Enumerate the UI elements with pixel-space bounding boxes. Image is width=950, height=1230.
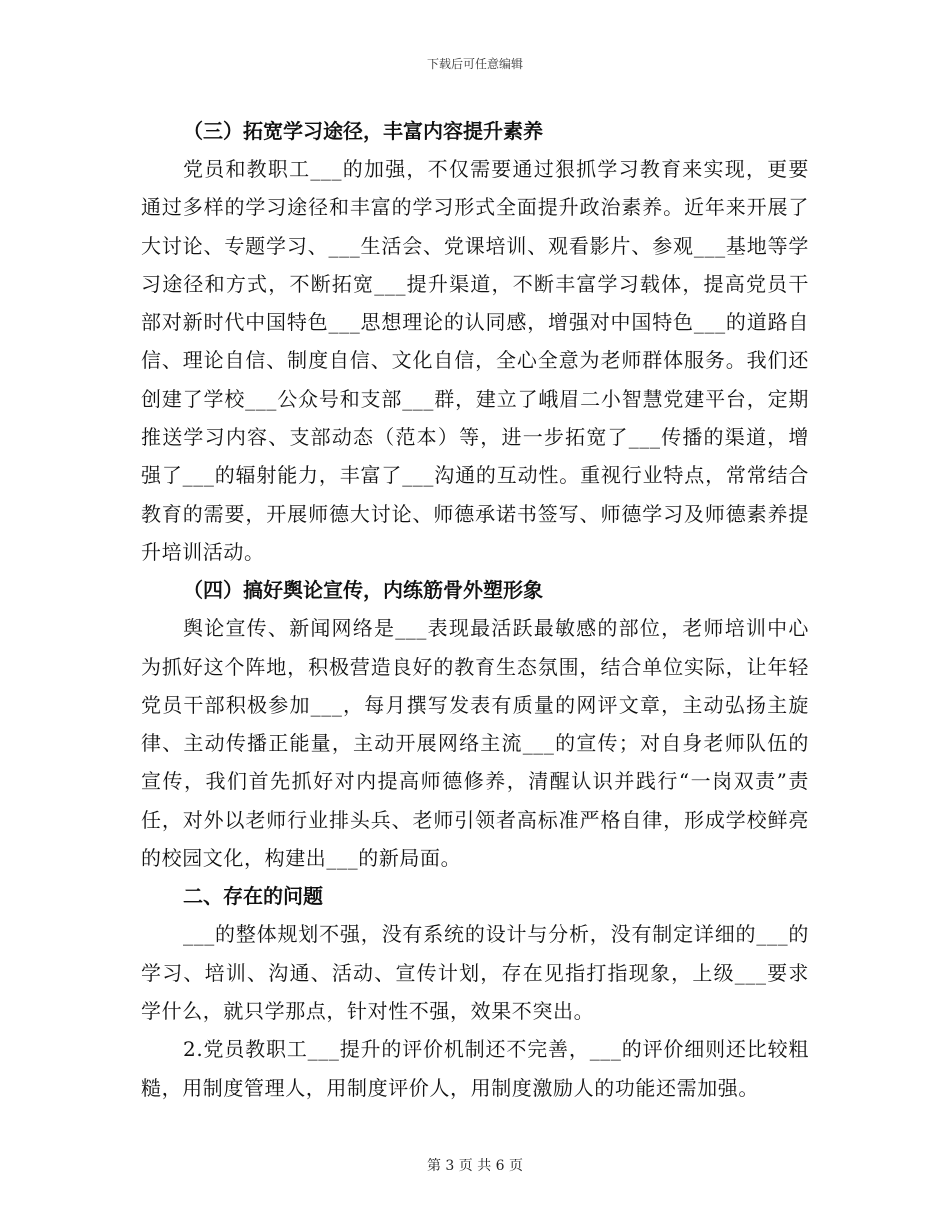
page-number: 第 3 页 共 6 页 — [426, 1158, 524, 1174]
document-body — [141, 112, 809, 1107]
problems-heading: 二、存在的问题 — [183, 884, 323, 909]
section-3-paragraph: 党员和教职工___的加强，不仅需要通过狠抓学习教育来实现，更要通过多样的学习途径和丰富的学习形式全面提升政治素养。近年来开展了大讨论、专题学习、___生活会、党课培训、观看影片、参观___基地等学习途径和方式，不断拓宽___提升渠道，不断丰富学习载体，提高党员干部对新时代中国特色___思想理论的认同感，增强对中国特色___的道路自信、理论自信、制度自信、文化自信，全心全意为老师群体服务。我们还创建了学校___公众号和支部___群，建立了峨眉二小智慧党建平台，定期推送学习内容、支部动态（范本）等，进一步拓宽了___传播的渠道，增强了___的辐射能力，丰富了___沟通的互动性。重视行业特点，常常结合教育的需要，开展师德大讨论、师德承诺书签写、师德学习及师德素养提升培训活动。 — [141, 157, 809, 564]
section-4-paragraph: 舆论宣传、新闻网络是___表现最活跃最敏感的部位，老师培训中心为抓好这个阵地，积极营造良好的教育生态氛围，结合单位实际，让年轻党员干部积极参加___，每月撰写发表有质量的网评文章，主动弘扬主旋律、主动传播正能量，主动开展网络主流___的宣传；对自身老师队伍的宣传，我们首先抓好对内提高师德修养，清醒认识并践行“一岗双责”责任，对外以老师行业排头兵、老师引领者高标准严格自律，形成学校鲜亮的校园文化，构建出___的新局面。 — [141, 616, 809, 871]
problems-paragraph-1: ___的整体规划不强，没有系统的设计与分析，没有制定详细的___的学习、培训、沟通、活动、宣传计划，存在见指打指现象，上级___要求学什么，就只学那点，针对性不强，效果不突出。 — [141, 922, 809, 1023]
section-3-heading: （三）拓宽学习途径，丰富内容提升素养 — [183, 119, 543, 143]
problems-paragraph-2: 2.党员教职工___提升的评价机制还不完善，___的评价细则还比较粗糙，用制度管理人，用制度评价人，用制度激励人的功能还需加强。 — [141, 1037, 809, 1100]
section-4-heading: （四）搞好舆论宣传，内练筋骨外塑形象 — [183, 578, 543, 603]
download-note: 下载后可任意编辑 — [426, 57, 523, 71]
